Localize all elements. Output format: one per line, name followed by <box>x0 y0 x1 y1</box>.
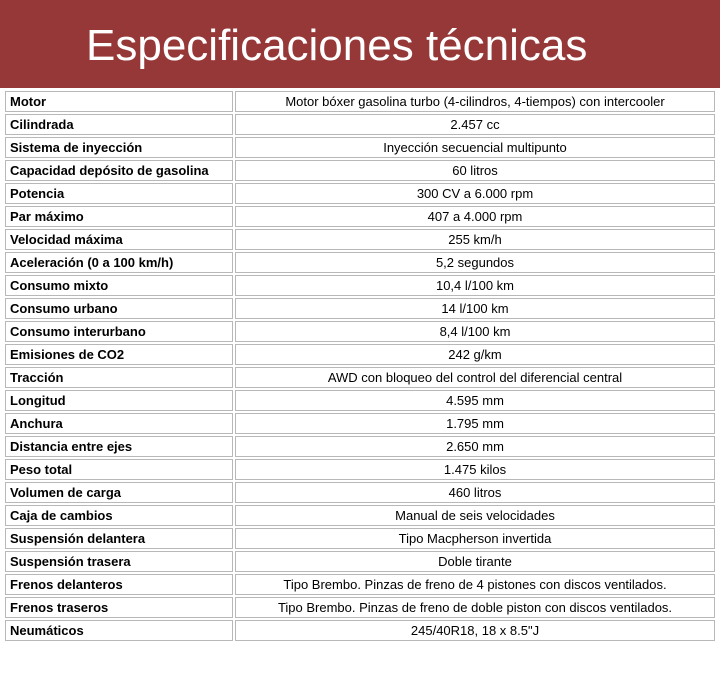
spec-label: Consumo mixto <box>5 275 233 296</box>
spec-row <box>5 551 715 572</box>
spec-value: 242 g/km <box>235 344 715 365</box>
spec-value: Tipo Macpherson invertida <box>235 528 715 549</box>
spec-label: Frenos delanteros <box>5 574 233 595</box>
spec-row <box>5 206 715 227</box>
spec-value: 8,4 l/100 km <box>235 321 715 342</box>
spec-value: 255 km/h <box>235 229 715 250</box>
spec-label: Tracción <box>5 367 233 388</box>
title-banner <box>0 0 720 88</box>
spec-label: Consumo interurbano <box>5 321 233 342</box>
spec-label: Caja de cambios <box>5 505 233 526</box>
spec-row <box>5 298 715 319</box>
spec-row <box>5 505 715 526</box>
page-title: Especificaciones técnicas <box>86 21 588 70</box>
spec-value: 2.650 mm <box>235 436 715 457</box>
spec-label: Par máximo <box>5 206 233 227</box>
spec-row <box>5 137 715 158</box>
spec-label: Longitud <box>5 390 233 411</box>
spec-value: 10,4 l/100 km <box>235 275 715 296</box>
spec-value: 407 a 4.000 rpm <box>235 206 715 227</box>
spec-label: Distancia entre ejes <box>5 436 233 457</box>
spec-value: 1.475 kilos <box>235 459 715 480</box>
spec-row <box>5 114 715 135</box>
spec-row <box>5 390 715 411</box>
specifications-table-body <box>5 91 715 641</box>
spec-value: Manual de seis velocidades <box>235 505 715 526</box>
spec-label: Neumáticos <box>5 620 233 641</box>
spec-label: Volumen de carga <box>5 482 233 503</box>
spec-row <box>5 344 715 365</box>
spec-value: 5,2 segundos <box>235 252 715 273</box>
spec-row <box>5 597 715 618</box>
spec-label: Sistema de inyección <box>5 137 233 158</box>
spec-value: 460 litros <box>235 482 715 503</box>
spec-label: Capacidad depósito de gasolina <box>5 160 233 181</box>
spec-value: Motor bóxer gasolina turbo (4-cilindros, 4-tiempos) con intercooler <box>235 91 715 112</box>
spec-row <box>5 620 715 641</box>
spec-value: 1.795 mm <box>235 413 715 434</box>
spec-row <box>5 160 715 181</box>
spec-value: AWD con bloqueo del control del diferencial central <box>235 367 715 388</box>
spec-label: Suspensión delantera <box>5 528 233 549</box>
spec-value: 4.595 mm <box>235 390 715 411</box>
spec-row <box>5 229 715 250</box>
specifications-table <box>3 89 717 643</box>
spec-row <box>5 275 715 296</box>
spec-label: Motor <box>5 91 233 112</box>
spec-row <box>5 367 715 388</box>
spec-row <box>5 436 715 457</box>
spec-value: Tipo Brembo. Pinzas de freno de doble piston con discos ventilados. <box>235 597 715 618</box>
spec-label: Anchura <box>5 413 233 434</box>
spec-label: Cilindrada <box>5 114 233 135</box>
spec-label: Frenos traseros <box>5 597 233 618</box>
spec-label: Suspensión trasera <box>5 551 233 572</box>
spec-row <box>5 183 715 204</box>
spec-label: Emisiones de CO2 <box>5 344 233 365</box>
spec-label: Peso total <box>5 459 233 480</box>
spec-value: Doble tirante <box>235 551 715 572</box>
spec-row <box>5 459 715 480</box>
spec-value: 2.457 cc <box>235 114 715 135</box>
spec-label: Aceleración (0 a 100 km/h) <box>5 252 233 273</box>
spec-row <box>5 413 715 434</box>
spec-row <box>5 482 715 503</box>
spec-label: Velocidad máxima <box>5 229 233 250</box>
spec-label: Potencia <box>5 183 233 204</box>
spec-value: Inyección secuencial multipunto <box>235 137 715 158</box>
spec-row <box>5 252 715 273</box>
spec-value: 14 l/100 km <box>235 298 715 319</box>
spec-value: Tipo Brembo. Pinzas de freno de 4 pistones con discos ventilados. <box>235 574 715 595</box>
spec-value: 60 litros <box>235 160 715 181</box>
spec-label: Consumo urbano <box>5 298 233 319</box>
spec-row <box>5 91 715 112</box>
spec-value: 300 CV a 6.000 rpm <box>235 183 715 204</box>
spec-row <box>5 321 715 342</box>
spec-value: 245/40R18, 18 x 8.5"J <box>235 620 715 641</box>
spec-row <box>5 528 715 549</box>
spec-row <box>5 574 715 595</box>
